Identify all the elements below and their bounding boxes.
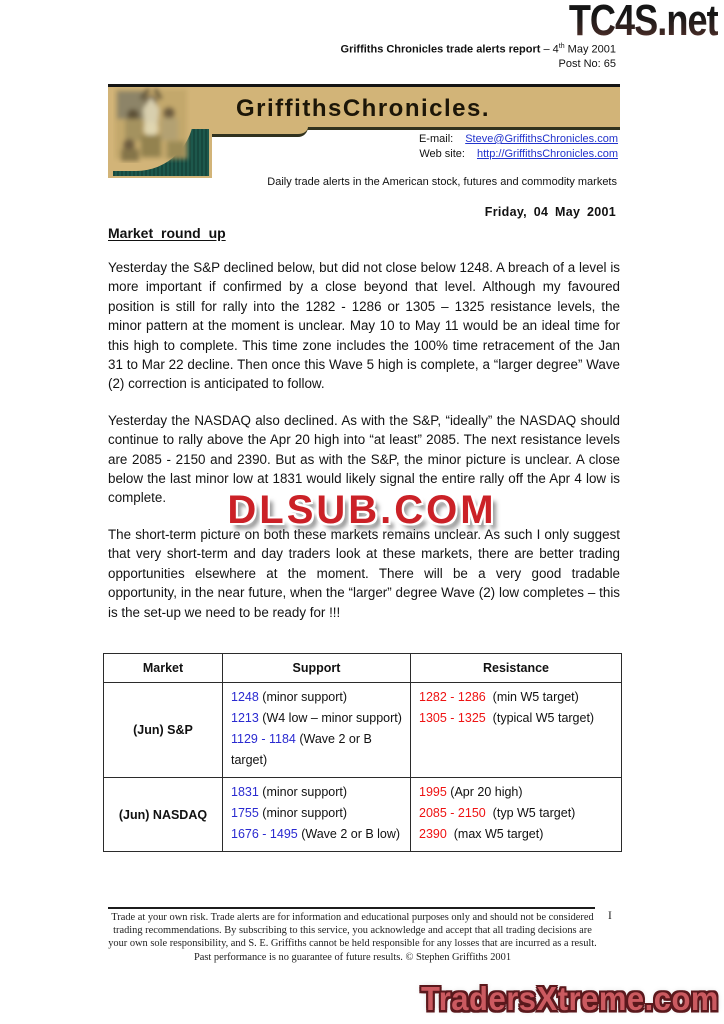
- report-header: [341, 40, 616, 71]
- report-body: [108, 258, 620, 639]
- table-header-row: [104, 654, 622, 683]
- report-title: Griffiths Chronicles trade alerts report: [340, 43, 541, 56]
- level-line: 1129 - 1184 (Wave 2 or B target): [231, 732, 376, 767]
- traders-photo: [113, 87, 191, 163]
- resistance-cell: [411, 778, 622, 852]
- level-line: 2085 - 2150 (typ W5 target): [419, 806, 576, 820]
- contact-block: [419, 132, 618, 161]
- level-line: 1995 (Apr 20 high): [419, 785, 523, 799]
- email-link[interactable]: Steve@GriffithsChronicles.com: [465, 133, 618, 145]
- footer-divider: [108, 907, 595, 909]
- email-row: [419, 132, 618, 147]
- body-paragraph: Yesterday the S&P declined below, but did not close below 1248. A breach of a level is more important if confirmed by a close beyond that level. Although my favoured position is still for rally into the 1282 - 1286 or 1305 – 1325 resistance levels, the minor pattern at the moment is unclear. May 10 to May 11 would be an ideal time for this high to complete. This time zone includes the 100% time retracement of the Jan 31 to Mar 22 decline. Then once this Wave 5 high is complete, a “larger degree” Wave (2) correction is anticipated to follow.: [108, 260, 620, 392]
- section-heading: Market round up: [108, 225, 226, 241]
- market-cell: (Jun) S&P: [104, 683, 223, 778]
- report-title-line: [341, 40, 616, 57]
- col-header-resistance: Resistance: [411, 654, 622, 683]
- level-line: 1213 (W4 low – minor support): [231, 711, 402, 725]
- market-cell: (Jun) NASDAQ: [104, 778, 223, 852]
- level-line: 1248 (minor support): [231, 690, 348, 704]
- support-cell: [223, 683, 411, 778]
- table-row: [104, 778, 622, 852]
- level-line: 1831 (minor support): [231, 785, 348, 799]
- level-line: 1282 - 1286 (min W5 target): [419, 690, 579, 704]
- report-date-ordinal: th: [558, 43, 565, 50]
- banner-tagline: Daily trade alerts in the American stock, futures and commodity markets: [267, 176, 617, 188]
- support-cell: [223, 778, 411, 852]
- body-paragraph: The short-term picture on both these markets remains unclear. As such I only suggest that very short-term and day traders look at these markets, there are better trading opportunities elsewhere at the moment. There will be a very good tradable opportunity, in the near future, when the “larger” degree Wave (2) low completes – this is the set-up we need to be ready for !!!: [108, 526, 620, 620]
- resistance-cell: [411, 683, 622, 778]
- tc4s-watermark-logo: TC4S.net: [569, 0, 718, 46]
- report-date-prefix: – 4: [540, 43, 559, 56]
- banner-logo-text: GriffithsChronicles.: [236, 95, 491, 122]
- website-label: Web site:: [419, 147, 465, 160]
- levels-table: [103, 653, 622, 852]
- page-number: I: [608, 910, 612, 922]
- level-line: 1305 - 1325 (typical W5 target): [419, 711, 595, 725]
- level-line: 1676 - 1495 (Wave 2 or B low): [231, 827, 401, 841]
- disclaimer-text: Trade at your own risk. Trade alerts are for information and educational purposes only and should not be considered trading recommendations. By subscribing to this service, you acknowledge and accept that all trading decisions are your own sole responsibility, and S. E. Griffiths cannot be held responsible for any losses that are incurred as a result. Past performance is no guarantee of future results. © Stephen Griffiths 2001: [108, 912, 597, 963]
- level-line: 2390 (max W5 target): [419, 827, 544, 841]
- email-label: E-mail:: [418, 133, 454, 145]
- level-line: 1755 (minor support): [231, 806, 348, 820]
- body-paragraph: Yesterday the NASDAQ also declined. As with the S&P, “ideally” the NASDAQ should continue to rally above the Apr 20 high into “at least” 2085. The next resistance levels are 2085 - 2150 and 2390. But as with the S&P, the minor picture is unclear. A close below the last minor low at 1831 would likely signal the entire rally off the Apr 4 low is complete.: [108, 412, 620, 506]
- report-date: Friday, 04 May 2001: [484, 205, 616, 219]
- col-header-support: Support: [223, 654, 411, 683]
- post-number: Post No: 65: [558, 57, 616, 70]
- report-date-suffix: May 2001: [564, 43, 616, 56]
- website-row: [419, 147, 618, 162]
- table-row: [104, 683, 622, 778]
- banner-image-block: [108, 87, 212, 178]
- dlsub-watermark: DLSUB.COM: [227, 488, 497, 532]
- website-link[interactable]: http://GriffithsChronicles.com: [476, 147, 618, 160]
- tradersxtreme-watermark: TradersXtreme.com: [421, 980, 719, 1018]
- newsletter-banner: [108, 84, 620, 178]
- col-header-market: Market: [104, 654, 223, 683]
- banner-divider-curve: [212, 127, 308, 137]
